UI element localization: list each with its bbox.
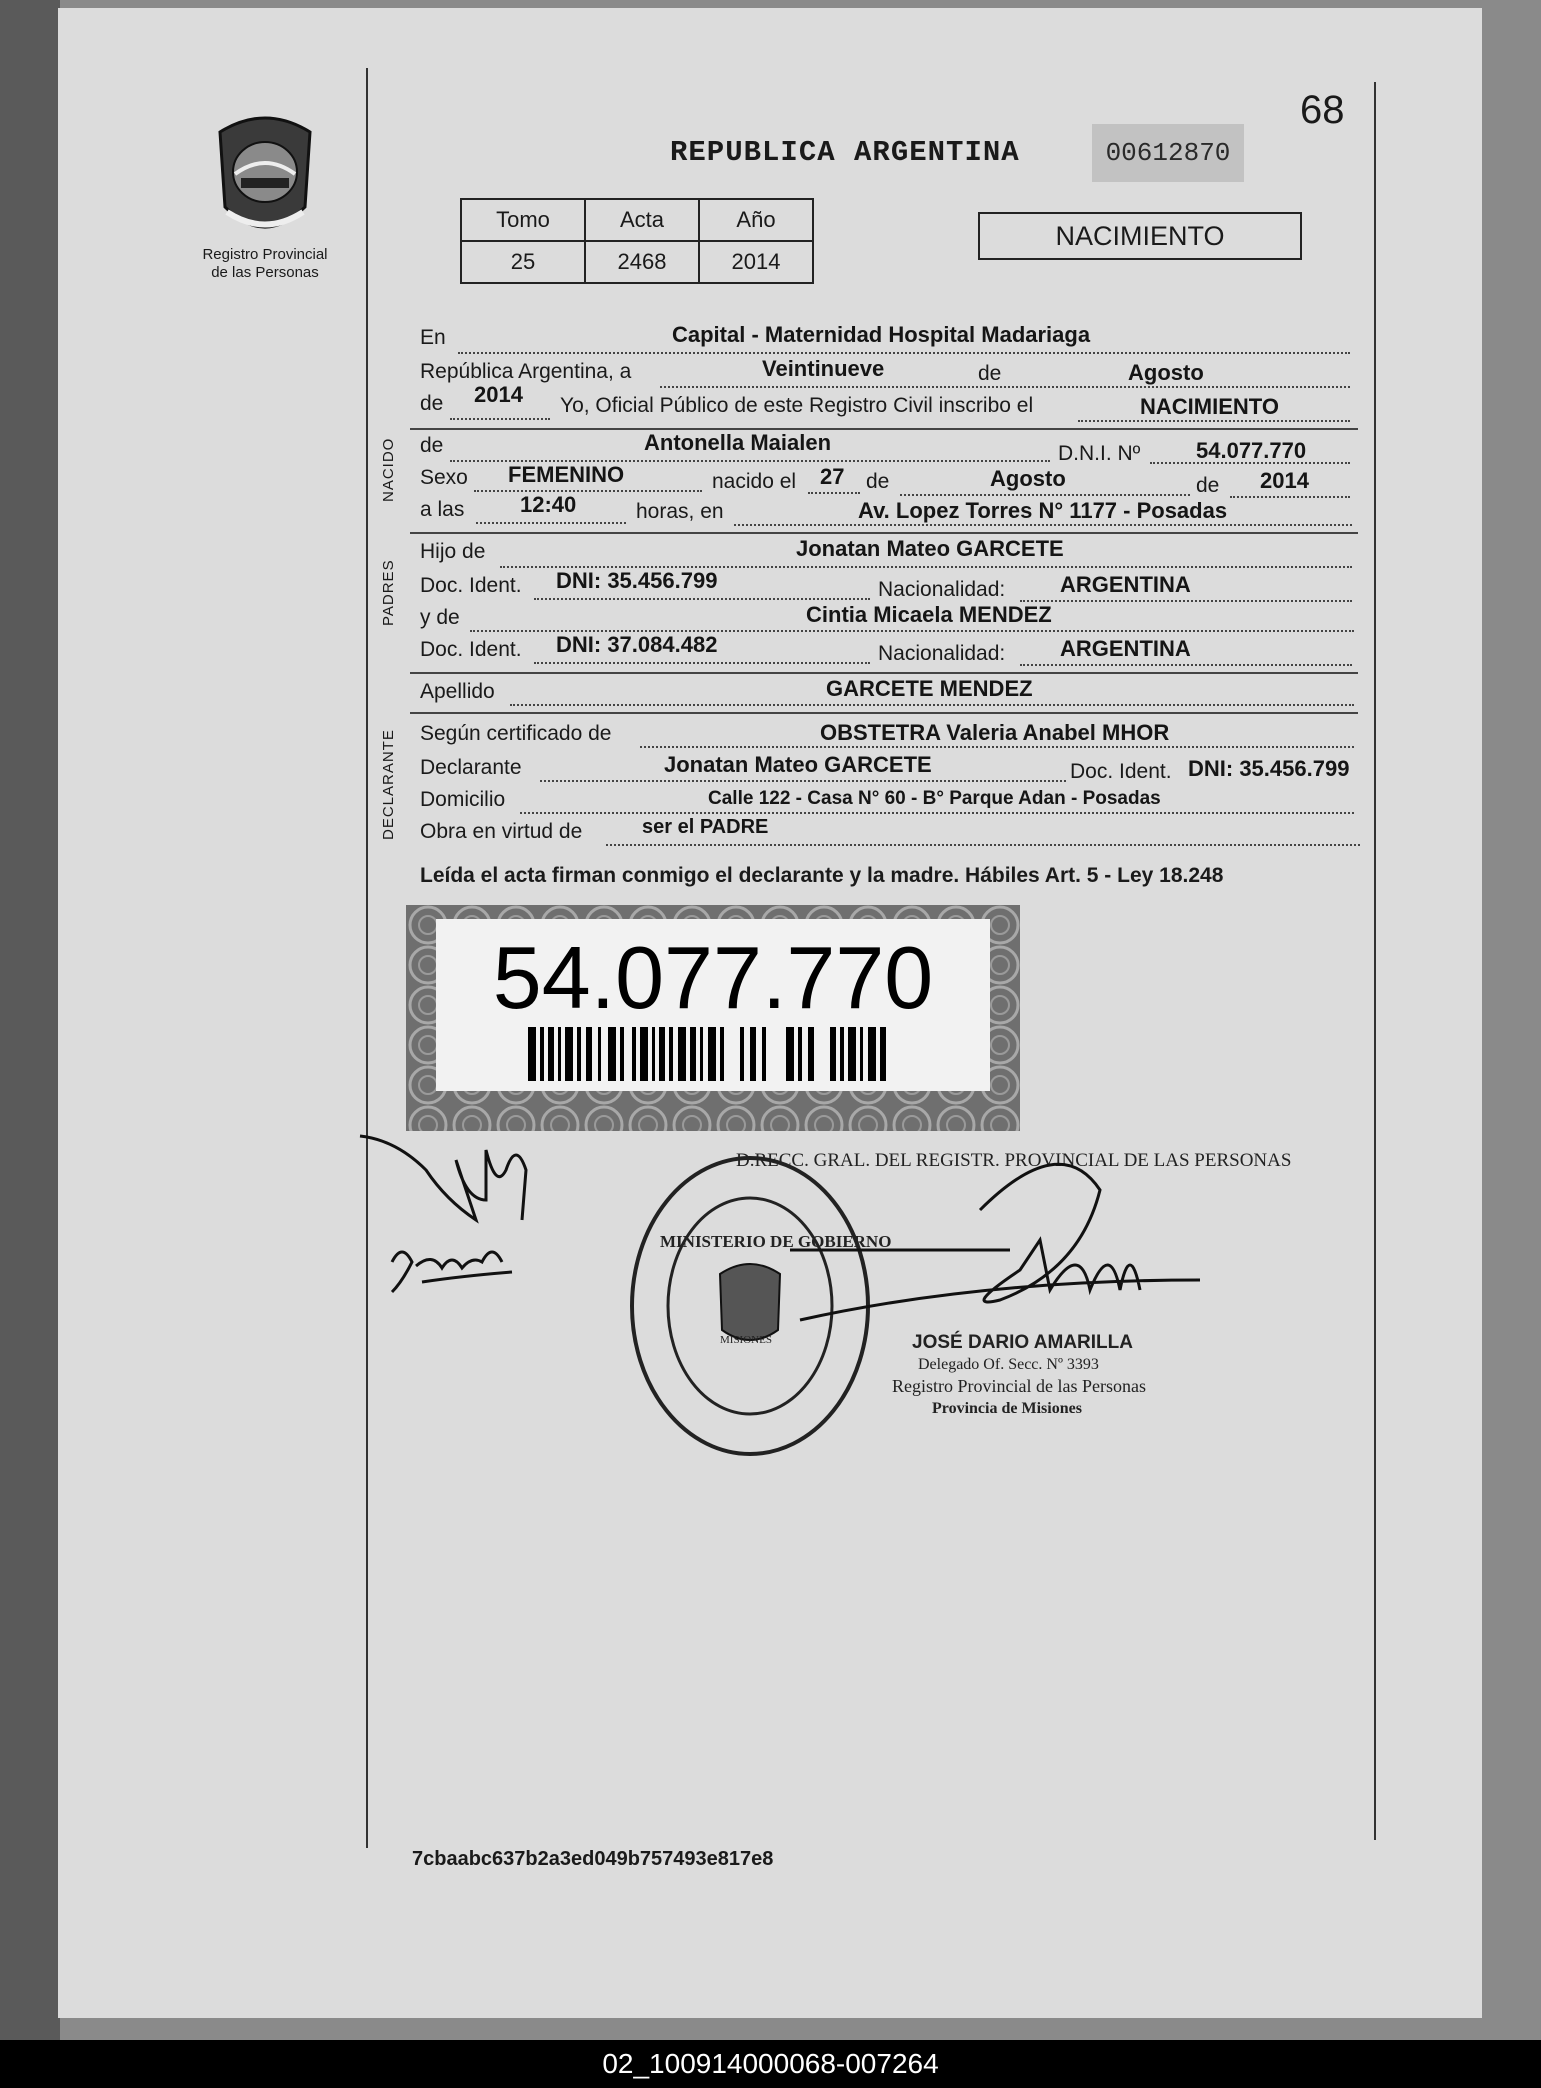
nombre-value: Antonella Maialen — [644, 430, 832, 455]
signatory-org: Registro Provincial de las Personas — [892, 1376, 1146, 1396]
caption-line-1: Registro Provincial — [202, 246, 328, 263]
label-de-nombre: de — [420, 434, 444, 457]
label-horas-en: horas, en — [636, 500, 724, 523]
tomo-value: 25 — [461, 241, 585, 283]
madre-nac-value: ARGENTINA — [1060, 636, 1191, 661]
label-segun-certificado: Según certificado de — [420, 722, 612, 745]
madre-value: Cintia Micaela MENDEZ — [806, 602, 1052, 627]
dotted-line — [520, 812, 1354, 814]
tomo-acta-anio-table — [460, 198, 814, 284]
logo-caption — [185, 246, 345, 282]
dotted-line — [1020, 600, 1352, 602]
dotted-line — [1078, 420, 1350, 422]
seal-inner-text: MINISTERIO DE GOBIERNO — [660, 1232, 892, 1251]
file-identifier: 02_100914000068-007264 — [602, 2048, 939, 2079]
mother-signature — [382, 1232, 522, 1302]
section-separator — [410, 672, 1358, 674]
domicilio-value: Calle 122 - Casa N° 60 - B° Parque Adan - Posadas — [708, 788, 1161, 809]
dotted-line — [476, 522, 626, 524]
label-nacido-el: nacido el — [712, 470, 797, 493]
dotted-line — [534, 598, 870, 600]
lugar-nac-value: Av. Lopez Torres N° 1177 - Posadas — [858, 498, 1228, 523]
section-label-declarante: DECLARANTE — [380, 729, 397, 840]
dotted-line — [808, 492, 860, 494]
label-de-year: de — [420, 392, 444, 415]
padre-nac-value: ARGENTINA — [1060, 572, 1191, 597]
declarante-value: Jonatan Mateo GARCETE — [664, 752, 932, 777]
dni-label — [406, 905, 1020, 1131]
dia-letras-value: Veintinueve — [762, 356, 885, 381]
section-label-nacido: NACIDO — [380, 437, 397, 502]
tomo-header: Tomo — [461, 199, 585, 241]
document-hash: 7cbaabc637b2a3ed049b757493e817e8 — [412, 1848, 774, 1870]
section-separator — [410, 712, 1358, 714]
dotted-line — [660, 386, 1350, 388]
certificado-value: OBSTETRA Valeria Anabel MHOR — [820, 720, 1170, 745]
signatory-name: JOSÉ DARIO AMARILLA — [912, 1332, 1133, 1353]
section-separator — [410, 428, 1358, 430]
dotted-line — [1230, 496, 1350, 498]
signatory-role: Delegado Of. Secc. Nº 3393 — [918, 1356, 1099, 1373]
dotted-line — [458, 352, 1350, 354]
label-apellido: Apellido — [420, 680, 495, 703]
label-nacionalidad-2: Nacionalidad: — [878, 642, 1006, 665]
anio-header: Año — [699, 199, 813, 241]
sexo-value: FEMENINO — [508, 462, 625, 487]
page-number: 68 — [1300, 88, 1345, 132]
mes-nac-value: Agosto — [990, 466, 1066, 491]
anio-value: 2014 — [474, 382, 523, 407]
label-doc-ident-1: Doc. Ident. — [420, 574, 522, 597]
provincia-misiones-emblem — [205, 112, 325, 242]
official-signature — [780, 1150, 1280, 1360]
barcode — [528, 1027, 898, 1081]
closing-statement: Leída el acta firman conmigo el declarante y la madre. Hábiles Art. 5 - Ley 18.248 — [420, 864, 1224, 887]
dotted-line — [734, 524, 1352, 526]
caption-line-2: de las Personas — [211, 264, 319, 281]
hora-value: 12:40 — [520, 492, 577, 517]
dotted-line — [1020, 664, 1352, 666]
declarant-signature — [356, 1130, 536, 1230]
seal-ring-text: D.RECC. GRAL. DEL REGISTR. PROVINCIAL DE LAS PERSONAS — [736, 1150, 1292, 1171]
anio-nac-value: 2014 — [1260, 468, 1309, 493]
tipo-inscripcion-value: NACIMIENTO — [1140, 394, 1279, 419]
signatory-province: Provincia de Misiones — [932, 1400, 1082, 1417]
label-en: En — [420, 326, 446, 349]
dni-value: 54.077.770 — [1196, 438, 1307, 463]
label-de-anio: de — [1196, 474, 1220, 497]
dotted-line — [606, 844, 1360, 846]
madre-doc-value: DNI: 37.084.482 — [556, 632, 718, 657]
label-domicilio: Domicilio — [420, 788, 506, 811]
section-separator — [410, 532, 1358, 534]
label-republica: República Argentina, a — [420, 360, 632, 383]
dotted-line — [474, 490, 702, 492]
dotted-line — [540, 780, 1066, 782]
label-y-de: y de — [420, 606, 460, 629]
lugar-value: Capital - Maternidad Hospital Madariaga — [672, 322, 1091, 347]
label-hijo-de: Hijo de — [420, 540, 486, 563]
dotted-line — [900, 494, 1190, 496]
dotted-line — [510, 704, 1354, 706]
apellido-value: GARCETE MENDEZ — [826, 676, 1033, 701]
dni-number: 54.077.770 — [492, 928, 934, 1027]
document-title: REPUBLICA ARGENTINA — [670, 136, 1020, 169]
label-nacionalidad-1: Nacionalidad: — [878, 578, 1006, 601]
padre-doc-value: DNI: 35.456.799 — [556, 568, 718, 593]
dotted-line — [450, 418, 550, 420]
padre-value: Jonatan Mateo GARCETE — [796, 536, 1064, 561]
dia-nac-value: 27 — [820, 464, 845, 489]
mes-value: Agosto — [1128, 360, 1204, 385]
acta-value: 2468 — [585, 241, 699, 283]
obra-virtud-value: ser el PADRE — [642, 816, 769, 838]
label-dni: D.N.I. Nº — [1058, 442, 1141, 465]
label-a-las: a las — [420, 498, 465, 521]
left-frame-line — [366, 68, 368, 1848]
serial-number: 00612870 — [1092, 124, 1244, 182]
document-type-box: NACIMIENTO — [978, 212, 1302, 260]
dotted-line — [534, 662, 870, 664]
label-yo-oficial: Yo, Oficial Público de este Registro Civil inscribo el — [560, 394, 1034, 417]
label-doc-ident-decl: Doc. Ident. — [1070, 760, 1172, 783]
dotted-line — [640, 746, 1354, 748]
acta-header: Acta — [585, 199, 699, 241]
dni-label-inner — [436, 919, 990, 1091]
declarante-doc-value: DNI: 35.456.799 — [1188, 756, 1350, 781]
section-label-padres: PADRES — [380, 559, 397, 626]
label-obra-en-virtud: Obra en virtud de — [420, 820, 583, 843]
anio-value: 2014 — [699, 241, 813, 283]
right-frame-line — [1374, 82, 1376, 1840]
seal-center-text: MISIONES — [720, 1334, 772, 1346]
label-de: de — [978, 362, 1002, 385]
scan-background — [0, 0, 60, 2040]
label-declarante: Declarante — [420, 756, 522, 779]
label-doc-ident-2: Doc. Ident. — [420, 638, 522, 661]
label-de-mes: de — [866, 470, 890, 493]
label-sexo: Sexo — [420, 466, 468, 489]
